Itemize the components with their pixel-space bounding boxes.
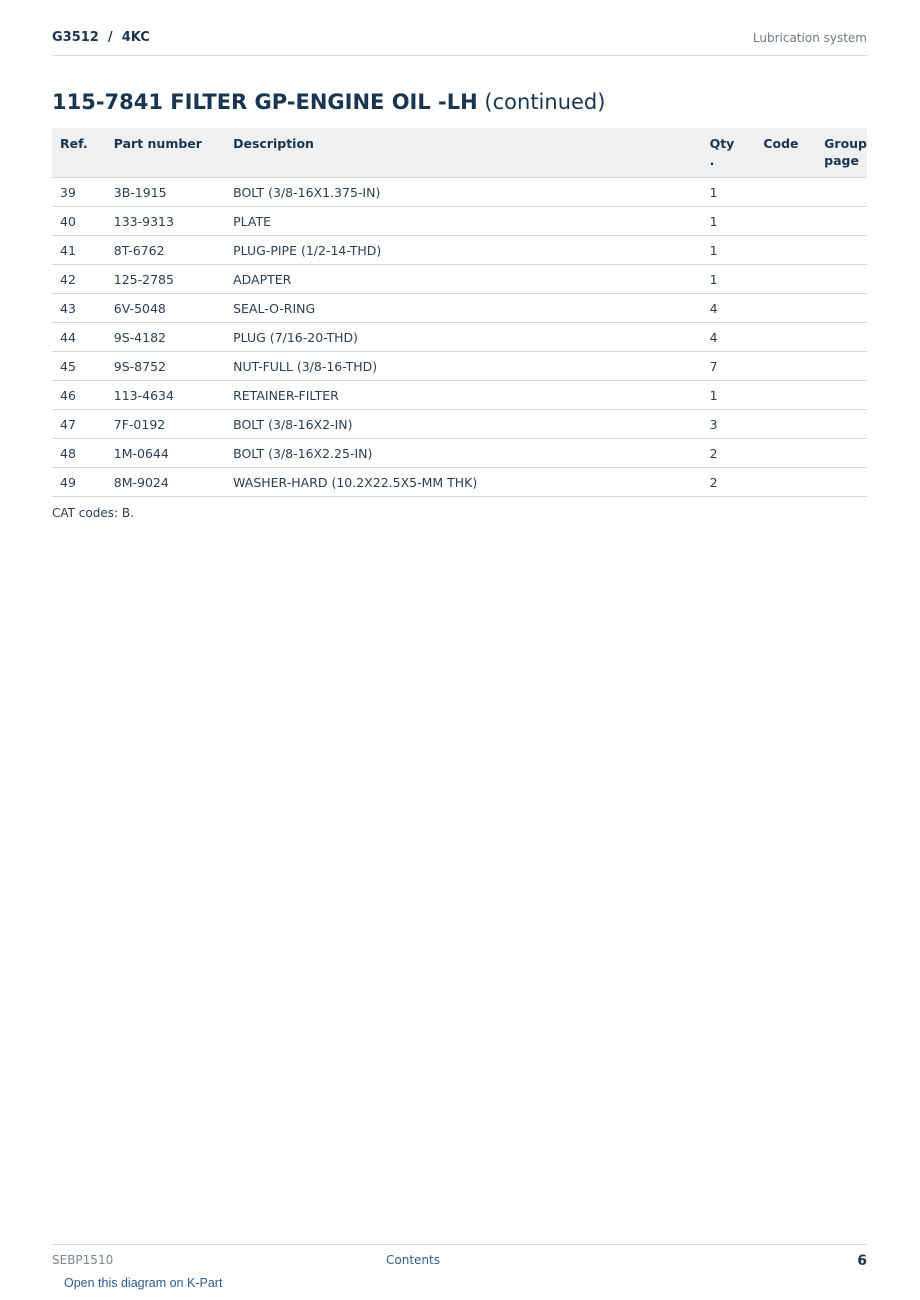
cell-qty: 3	[702, 410, 756, 439]
cell-qty: 1	[702, 265, 756, 294]
cell-qty: 7	[702, 352, 756, 381]
header-row	[52, 128, 867, 178]
cell-part-number: 9S-4182	[106, 323, 225, 352]
cell-description: ADAPTER	[225, 265, 701, 294]
cell-description: PLUG (7/16-20-THD)	[225, 323, 701, 352]
table-row	[52, 265, 867, 294]
header-group-page	[816, 128, 867, 178]
header-part-number: Part number	[106, 128, 225, 178]
cell-qty: 4	[702, 294, 756, 323]
section-name: Lubrication system	[752, 31, 867, 45]
table-row	[52, 207, 867, 236]
cell-description: WASHER-HARD (10.2X22.5X5-MM THK)	[225, 468, 701, 497]
cell-code	[755, 265, 816, 294]
table-row	[52, 178, 867, 207]
title-suffix: (continued)	[484, 90, 606, 114]
table-row	[52, 323, 867, 352]
table-row	[52, 468, 867, 497]
cell-description: BOLT (3/8-16X2-IN)	[225, 410, 701, 439]
cell-part-number: 8T-6762	[106, 236, 225, 265]
cell-ref: 49	[52, 468, 106, 497]
table-row	[52, 352, 867, 381]
cell-qty: 2	[702, 439, 756, 468]
cell-ref: 39	[52, 178, 106, 207]
header-qty-line2: .	[709, 153, 715, 168]
parts-table-body	[52, 178, 867, 497]
cell-description: BOLT (3/8-16X2.25-IN)	[225, 439, 701, 468]
cell-group-page	[816, 410, 867, 439]
cell-qty: 1	[702, 381, 756, 410]
cell-qty: 1	[702, 236, 756, 265]
contents-link[interactable]: Contents	[386, 1253, 440, 1267]
cat-codes-note: CAT codes: B.	[52, 506, 134, 520]
cell-part-number: 6V-5048	[106, 294, 225, 323]
header-group-line1: Group	[824, 136, 867, 151]
cell-ref: 41	[52, 236, 106, 265]
header-group-line2: page	[824, 153, 859, 168]
cell-part-number: 9S-8752	[106, 352, 225, 381]
cell-description: BOLT (3/8-16X1.375-IN)	[225, 178, 701, 207]
cell-description: NUT-FULL (3/8-16-THD)	[225, 352, 701, 381]
cell-description: PLATE	[225, 207, 701, 236]
parts-table	[52, 128, 867, 497]
cell-qty: 1	[702, 207, 756, 236]
cell-group-page	[816, 265, 867, 294]
cell-description: SEAL-O-RING	[225, 294, 701, 323]
cell-group-page	[816, 439, 867, 468]
cell-qty: 4	[702, 323, 756, 352]
page-footer	[52, 1244, 867, 1275]
table-row	[52, 236, 867, 265]
cell-part-number: 7F-0192	[106, 410, 225, 439]
cell-group-page	[816, 178, 867, 207]
model-label: G3512 / 4KC	[52, 30, 150, 45]
page-title	[52, 90, 605, 114]
parts-table-header	[52, 128, 867, 178]
cell-group-page	[816, 352, 867, 381]
cell-part-number: 113-4634	[106, 381, 225, 410]
cell-code	[755, 323, 816, 352]
cell-part-number: 8M-9024	[106, 468, 225, 497]
cell-ref: 47	[52, 410, 106, 439]
cell-group-page	[816, 207, 867, 236]
cell-group-page	[816, 294, 867, 323]
cell-description: RETAINER-FILTER	[225, 381, 701, 410]
cell-group-page	[816, 468, 867, 497]
cell-code	[755, 236, 816, 265]
cell-qty: 2	[702, 468, 756, 497]
header-code: Code	[755, 128, 816, 178]
header-description: Description	[225, 128, 701, 178]
cell-ref: 43	[52, 294, 106, 323]
page-number: 6	[857, 1253, 867, 1269]
cell-code	[755, 439, 816, 468]
table-row	[52, 294, 867, 323]
header-qty	[702, 128, 756, 178]
cell-code	[755, 352, 816, 381]
header-qty-line1: Qty	[709, 136, 735, 151]
cell-group-page	[816, 323, 867, 352]
table-row	[52, 439, 867, 468]
cell-group-page	[816, 381, 867, 410]
cell-ref: 44	[52, 323, 106, 352]
cell-part-number: 3B-1915	[106, 178, 225, 207]
title-main: 115-7841 FILTER GP-ENGINE OIL -LH	[52, 90, 478, 114]
cell-code	[755, 294, 816, 323]
cell-group-page	[816, 236, 867, 265]
cell-code	[755, 207, 816, 236]
cell-ref: 45	[52, 352, 106, 381]
cell-ref: 48	[52, 439, 106, 468]
document-id: SEBP1510	[52, 1253, 114, 1267]
cell-ref: 42	[52, 265, 106, 294]
cell-ref: 46	[52, 381, 106, 410]
cell-part-number: 133-9313	[106, 207, 225, 236]
kpart-diagram-link[interactable]: Open this diagram on K-Part	[64, 1276, 223, 1290]
cell-part-number: 125-2785	[106, 265, 225, 294]
table-row	[52, 381, 867, 410]
cell-code	[755, 410, 816, 439]
cell-description: PLUG-PIPE (1/2-14-THD)	[225, 236, 701, 265]
header-ref: Ref.	[52, 128, 106, 178]
page-header	[52, 28, 867, 56]
cell-qty: 1	[702, 178, 756, 207]
cell-ref: 40	[52, 207, 106, 236]
cell-code	[755, 381, 816, 410]
table-row	[52, 410, 867, 439]
cell-part-number: 1M-0644	[106, 439, 225, 468]
cell-code	[755, 468, 816, 497]
cell-code	[755, 178, 816, 207]
